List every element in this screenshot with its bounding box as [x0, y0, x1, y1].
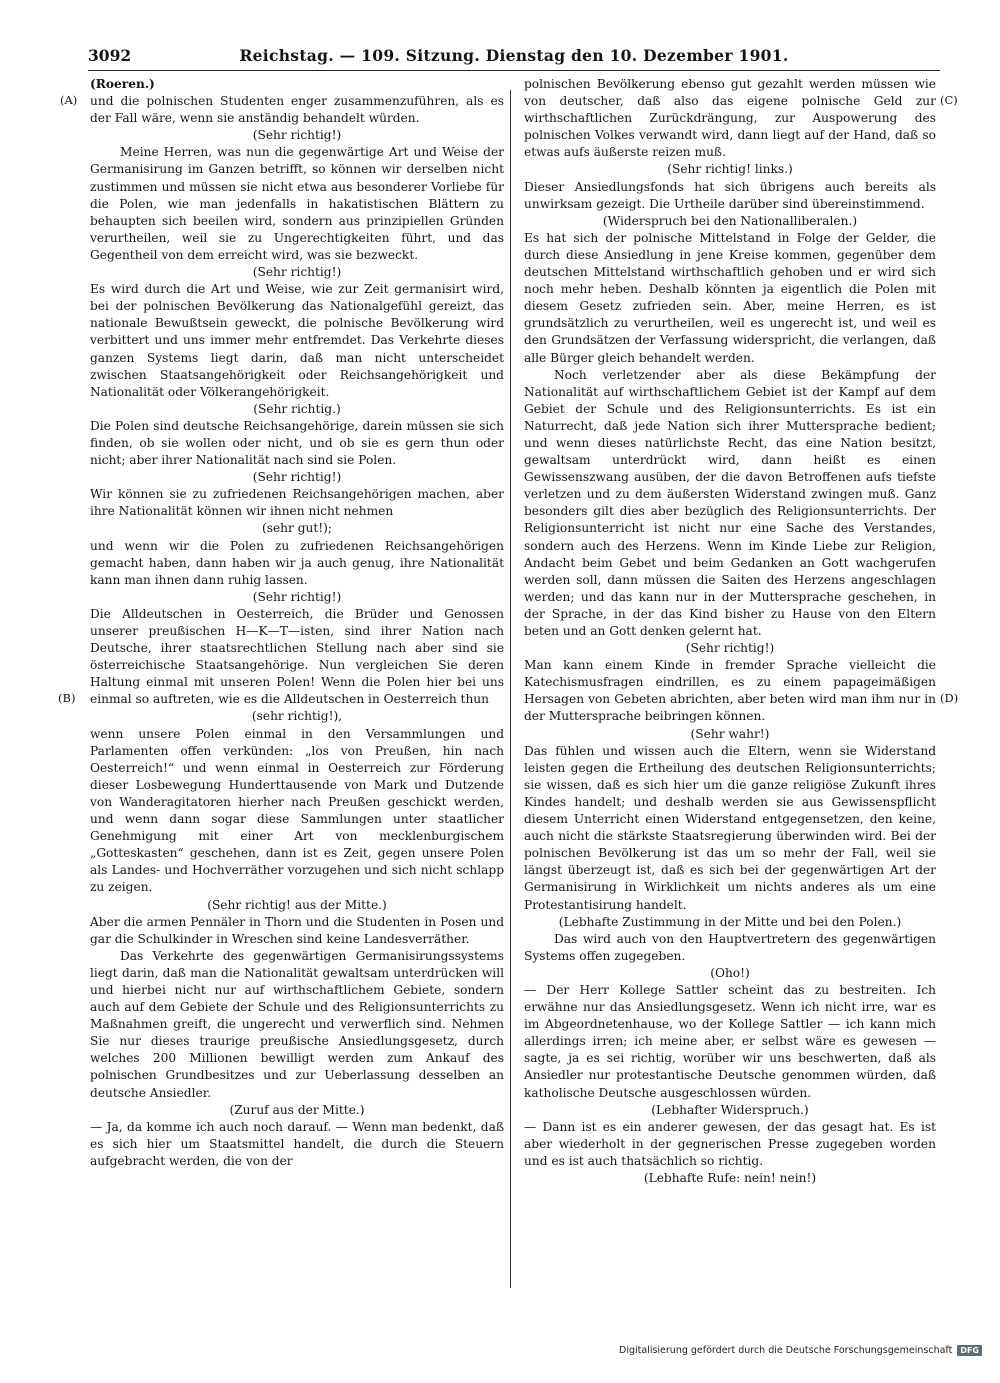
page-title: Reichstag. — 109. Sitzung. Dienstag den 10. Dezember 1901. — [239, 46, 789, 65]
right-column — [524, 76, 936, 1187]
interjection: (Lebhafte Zustimmung in der Mitte und bei den Polen.) — [558, 914, 902, 929]
page-header — [88, 44, 940, 71]
paragraph: — Ja, da komme ich auch noch darauf. — Wenn man bedenkt, daß es sich hier um Staatsmittel handelt, die durch die Steuern aufgebracht werden, die von der — [90, 1119, 504, 1168]
margin-marker-d: (D) — [940, 691, 959, 705]
paragraph: Es wird durch die Art und Weise, wie zur Zeit germanisirt wird, bei der polnischen Bevölkerung das Nationalgefühl gereizt, das nationale Bewußtsein geweckt, die polnische Bevölkerung wird verbittert und uns immer mehr entfremdet. Das Verkehrte dieses ganzen Systems liegt darin, daß man nicht unterscheidet zwischen Staatsangehörigkeit oder Reichsangehörigkeit und Nationalität oder Völkerangehörigkeit. — [90, 282, 504, 399]
paragraph: Noch verletzender aber als diese Bekämpfung der Nationalität auf wirthschaftlichem Gebiet ist der Kampf auf dem Gebiet der Schule und des Religionsunterrichts. Es ist ein Naturrecht, daß jede Nation sich ihrer Muttersprache bedient; und wenn dieses natürlichste Recht, das eine Nation besitzt, gewaltsam unterdrückt wird, dann heißt es einen Gewissenszwang ausüben, der die davon Betroffenen aufs tiefste verletzen und zu dem äußersten Widerstand zwingen muß. Ganz besonders gilt dies aber bezüglich des Religionsunterrichts. Der Religionsunterricht ist nicht nur eine Sache des Verstandes, sondern auch des Herzens. Wenn im Kinde Liebe zur Religion, Andacht beim Gebet und beim Gedanken an Gott wachgerufen werden soll, dann müssen die Saiten des Herzens angeschlagen werden; und das kann nur in der Muttersprache geschehen, in der Sprache, in der das Kind bisher zu Hause von den Eltern beten und an Gott denken gelernt hat. — [524, 367, 936, 638]
paragraph: wenn unsere Polen einmal in den Versammlungen und Parlamenten offen verkünden: „los von Preußen, hin nach Oesterreich!“ und wenn einmal in Oesterreich zur Förderung dieser Losbewegung Hunderttausende von Mark und Dutzende von Wanderagitatoren hierher nach Preußen geschickt werden, und wenn dann sogar diese Sammlungen unter staatlicher Genehmigung mit einer Art von mecklenburgischem „Gotteskasten“ geschehen, dann ist es Zeit, gegen unsere Polen als Landes- und Hochverräther vorzugehen und sich nicht schlapp zu zeigen. — [90, 726, 504, 895]
interjection: (Lebhafte Rufe: nein! nein!) — [643, 1171, 817, 1185]
margin-marker-a: (A) — [60, 93, 78, 107]
paragraph: Das Verkehrte des gegenwärtigen Germanisirungssystems liegt darin, daß man die Nationalität gewaltsam unterdrücken will und hierbei nicht nur auf wirthschaftlichem Gebiete, sondern auch auf dem Gebiete der Schule und des Religionsunterrichts zu Maßnahmen greift, die ungerecht und verwerflich sind. Nehmen Sie nur dieses traurige preußische Ansiedlungsgesetz, durch welches 200 Millionen bewilligt werden zum Ankauf des polnischen Grundbesitzes und zur Ueberlassung desselben an deutsche Ansiedler. — [90, 948, 504, 1100]
dfg-logo: DFG — [957, 1345, 982, 1356]
interjection: (Widerspruch bei den Nationalliberalen.) — [602, 213, 858, 228]
page-number: 3092 — [88, 46, 132, 65]
speaker-name: (Roeren.) — [90, 77, 155, 91]
paragraph: und die polnischen Studenten enger zusammenzuführen, als es der Fall wäre, wenn sie anständig behandelt würden. — [90, 94, 504, 126]
margin-marker-c: (C) — [940, 93, 958, 107]
paragraph: — Der Herr Kollege Sattler scheint das zu bestreiten. Ich erwähne nur das Ansiedlungsgesetz. Wenn ich nicht irre, war es im Abgeordnetenhause, wo der Kollege Sattler — ich kann mich allerdings irren; ich meine aber, er selbst wäre es gewesen — sagte, ja es sei richtig, worüber wir uns beschwerten, daß als Ansiedler nur protestantische Deutsche genommen würden, daß katholische Deutsche ausgeschlossen würden. — [524, 982, 936, 1100]
interjection: (Sehr richtig!) — [252, 265, 342, 280]
paragraph: Aber die armen Pennäler in Thorn und die Studenten in Posen und gar die Schulkinder in Wreschen sind keine Landesverräther. — [90, 914, 504, 946]
paragraph: Das wird auch von den Hauptvertretern des gegenwärtigen Systems offen zugegeben. — [524, 931, 936, 963]
interjection: (Sehr richtig!) — [685, 641, 775, 656]
interjection: (Sehr wahr!) — [690, 726, 770, 741]
interjection: (Sehr richtig.) — [253, 401, 341, 416]
interjection: (sehr gut!); — [261, 521, 333, 536]
paragraph: Meine Herren, was nun die gegenwärtige Art und Weise der Germanisirung im Ganzen betrifft, so können wir derselben nicht zustimmen und müssen sie nicht etwa aus besonderer Vorliebe für die Polen, wie man jedenfalls in hakatistischen Blättern zu behaupten sich beeilen wird, sondern aus prinzipiellen Gründen verurtheilen, weil sie zu Ungerechtigkeiten führt, und das Gegentheil von dem erreicht wird, was sie bezweckt. — [90, 145, 504, 262]
footer-text: Digitalisierung gefördert durch die Deutsche Forschungsgemeinschaft — [619, 1345, 953, 1356]
paragraph: Die Polen sind deutsche Reichsangehörige, darein müssen sie sich finden, ob sie wollen oder nicht, und ob sie es gern thun oder nicht; aber ihrer Nationalität nach sind sie Polen. — [90, 418, 504, 468]
interjection: (Lebhafter Widerspruch.) — [651, 1102, 809, 1117]
paragraph: — Dann ist es ein anderer gewesen, der das gesagt hat. Es ist aber wiederholt in der gegnerischen Presse zugegeben worden und es ist auch thatsächlich so richtig. — [524, 1119, 936, 1168]
paragraph: Es hat sich der polnische Mittelstand in Folge der Gelder, die durch diese Ansiedlung in jene Kreise kommen, gegenüber dem deutschen Mittelstand wirthschaftlich gehoben und er wird sich noch mehr heben. Deshalb könnten ja eigentlich die Polen mit diesem Gesetz zufrieden sein. Aber, meine Herren, es ist grundsätzlich zu verurtheilen, weil es ungerecht ist, und weil es den Grundsätzen der Verfassung widerspricht, die verlangen, daß alle Bürger gleich behandelt werden. — [524, 230, 936, 365]
interjection: (Sehr richtig!) — [252, 128, 342, 143]
paragraph: Dieser Ansiedlungsfonds hat sich übrigens auch bereits als unwirksam gezeigt. Die Urtheile darüber sind übereinstimmend. — [524, 179, 936, 211]
interjection: (Sehr richtig!) — [252, 589, 342, 604]
interjection: (Sehr richtig!) — [252, 470, 342, 485]
footer — [619, 1345, 982, 1356]
margin-marker-b: (B) — [58, 691, 76, 705]
interjection: (Oho!) — [710, 965, 750, 980]
paragraph: Die Alldeutschen in Oesterreich, die Brüder und Genossen unserer preußischen H—K—T—isten, sind ihrer Nation nach Deutsche, ihrer staatsrechtlichen Stellung nach aber sind sie österreichische Staatsangehörige. Nun vergleichen Sie deren Haltung einmal mit unseren Polen! Wenn die Polen hier bei uns einmal so auftreten, wie es die Alldeutschen in Oesterreich thun — [90, 606, 504, 707]
paragraph: Das fühlen und wissen auch die Eltern, wenn sie Widerstand leisten gegen die Ertheilung des deutschen Religionsunterrichts; sie wissen, daß es sich hier um die ganze religiöse Zukunft ihres Kindes handelt; und deshalb werden sie aus Gewissenspflicht diesem Unterricht einen Widerstand entgegensetzen, den keine, auch nicht die stärkste Staatsregierung überwinden wird. Bei der polnischen Bevölkerung ist das um so mehr der Fall, weil sie längst überzeugt ist, daß es sich bei der gegenwärtigen Art der Germanisirung in Wirklichkeit um nichts anderes als um eine Protestantisirung handelt. — [524, 743, 936, 912]
paragraph: Wir können sie zu zufriedenen Reichsangehörigen machen, aber ihre Nationalität können wir ihnen nicht nehmen — [90, 487, 504, 519]
paragraph: polnischen Bevölkerung ebenso gut gezahlt werden müssen wie von deutscher, daß also das eigene polnische Geld zur wirthschaftlichen Zurückdrängung, zur Auspowerung des polnischen Volkes verwandt wird, dann liegt auf der Hand, daß so etwas aufs äußerste reizen muß. — [524, 77, 936, 160]
paragraph: Man kann einem Kinde in fremder Sprache vielleicht die Katechismusfragen eindrillen, es zu einem papageimäßigen Hersagen von Gebeten abrichten, aber beten wird man ihm nur in der Muttersprache beibringen können. — [524, 658, 936, 724]
interjection: (sehr richtig!), — [251, 709, 343, 724]
interjection: (Sehr richtig! links.) — [667, 162, 793, 177]
interjection: (Zuruf aus der Mitte.) — [229, 1102, 365, 1117]
left-column — [90, 76, 504, 1170]
paragraph: und wenn wir die Polen zu zufriedenen Reichsangehörigen gemacht haben, dann haben wir ja auch genug, ihre Nationalität kann man ihnen dann ruhig lassen. — [90, 538, 504, 587]
interjection: (Sehr richtig! aus der Mitte.) — [207, 897, 387, 912]
column-divider — [510, 90, 511, 1288]
